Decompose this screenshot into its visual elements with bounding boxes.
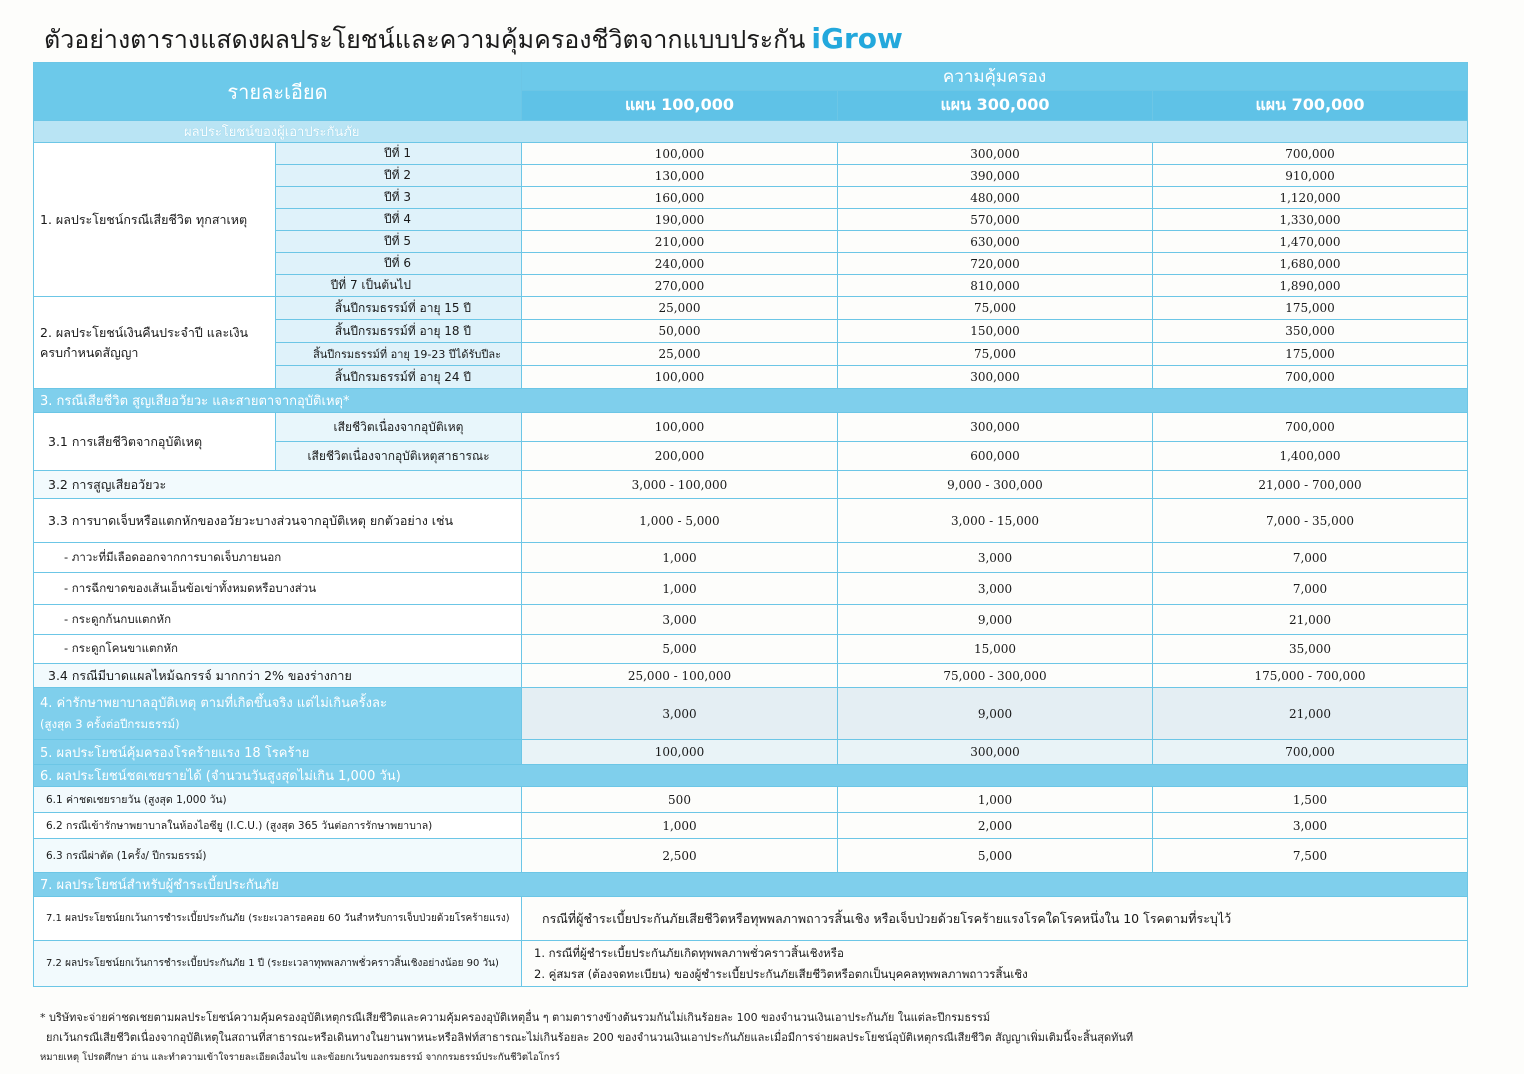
value-cell: 1,000 <box>522 573 838 605</box>
value-cell: 7,000 - 35,000 <box>1153 499 1468 543</box>
title-text: ตัวอย่างตารางแสดงผลประโยชน์และความคุ้มครองชีวิตจากแบบประกัน <box>44 25 806 54</box>
value-cell: 630,000 <box>838 231 1153 253</box>
death-year: ปีที่ 2 <box>276 165 522 187</box>
value-cell: 15,000 <box>838 635 1153 664</box>
value-cell: 300,000 <box>838 740 1153 765</box>
cashback-period: สิ้นปีกรมธรรม์ที่ อายุ 18 ปี <box>276 320 522 343</box>
death-year: ปีที่ 1 <box>276 143 522 165</box>
value-cell: 1,000 <box>838 787 1153 813</box>
value-cell: 1,680,000 <box>1153 253 1468 275</box>
income-item: 6.2 กรณีเข้ารักษาพยาบาลในห้องไอซียู (I.C.U.) (สูงสุด 365 วันต่อการรักษาพยาบาล) <box>34 813 522 839</box>
section-income: 6. ผลประโยชน์ชดเชยรายได้ (จำนวนวันสูงสุดไม่เกิน 1,000 วัน) <box>34 765 1468 787</box>
value-cell: 175,000 <box>1153 343 1468 366</box>
footnote-2: ยกเว้นกรณีเสียชีวิตเนื่องจากอุบัติเหตุในสถานที่สาธารณะหรือเดินทางในยานพาหนะหรือลิฟท์สาธารณะไม่เกินร้อยละ 200 ของจำนวนเงินเอาประกันภัยและเมื่อมีการจ่ายผลประโยชน์อุบัติเหตุกรณีเสียชีวิต สัญญาเพิ่มเติมนี้จะสิ้นสุดทันที <box>46 1031 1134 1044</box>
value-cell: 720,000 <box>838 253 1153 275</box>
payer-condition-1: 1. กรณีที่ผู้ชำระเบี้ยประกันภัยเกิดทุพพลภาพชั่วคราวสิ้นเชิงหรือ <box>534 945 844 960</box>
payer-waiver-label: 7.1 ผลประโยชน์ยกเว้นการชำระเบี้ยประกันภัย (ระยะเวลารอคอย 60 วันสำหรับการเจ็บป่วยด้วยโรคร้ายแรง) <box>34 897 522 941</box>
value-cell: 9,000 <box>838 605 1153 635</box>
footnote-3: หมายเหตุ โปรดศึกษา อ่าน และทำความเข้าใจรายละเอียดเงื่อนไข และข้อยกเว้นของกรมธรรม์ จากกรมธรรม์ประกันชีวิตไอโกรว์ <box>40 1052 560 1063</box>
value-cell: 160,000 <box>522 187 838 209</box>
accident-type: เสียชีวิตเนื่องจากอุบัติเหตุ <box>276 413 522 442</box>
value-cell: 3,000 <box>1153 813 1468 839</box>
accident-death-label: 3.1 การเสียชีวิตจากอุบัติเหตุ <box>34 413 276 471</box>
value-cell: 5,000 <box>522 635 838 664</box>
section-accident: 3. กรณีเสียชีวิต สูญเสียอวัยวะ และสายตาจากอุบัติเหตุ* <box>34 389 1468 413</box>
value-cell: 1,500 <box>1153 787 1468 813</box>
page-title <box>44 20 903 60</box>
death-benefit-label: 1. ผลประโยชน์กรณีเสียชีวิต ทุกสาเหตุ <box>34 143 276 297</box>
value-cell: 7,500 <box>1153 839 1468 873</box>
payer-condition-2: 2. คู่สมรส (ต้องจดทะเบียน) ของผู้ชำระเบี้ยประกันภัยเสียชีวิตหรือตกเป็นบุคคลทุพพลภาพถาวรสิ้นเชิง <box>534 966 1028 981</box>
value-cell: 190,000 <box>522 209 838 231</box>
cashback-period: สิ้นปีกรมธรรม์ที่ อายุ 19-23 ปีได้รับปีละ <box>276 343 522 366</box>
value-cell: 3,000 <box>838 543 1153 573</box>
value-cell: 100,000 <box>522 366 838 389</box>
value-cell: 21,000 <box>1153 605 1468 635</box>
value-cell: 3,000 - 15,000 <box>838 499 1153 543</box>
value-cell: 1,330,000 <box>1153 209 1468 231</box>
payer-waiver-1y-label: 7.2 ผลประโยชน์ยกเว้นการชำระเบี้ยประกันภัย 1 ปี (ระยะเวลาทุพพลภาพชั่วคราวสิ้นเชิงอย่างน้อย 90 วัน) <box>34 941 522 987</box>
header-plan-3: แผน 700,000 <box>1153 91 1468 121</box>
value-cell: 1,400,000 <box>1153 442 1468 471</box>
section-critical-illness: 5. ผลประโยชน์คุ้มครองโรคร้ายแรง 18 โรคร้าย <box>34 740 522 765</box>
injury-item: - กระดูกก้นกบแตกหัก <box>34 605 522 635</box>
header-plan-2: แผน 300,000 <box>838 91 1153 121</box>
value-cell: 700,000 <box>1153 740 1468 765</box>
value-cell: 21,000 - 700,000 <box>1153 471 1468 499</box>
medical-label: 4. ค่ารักษาพยาบาลอุบัติเหตุ ตามที่เกิดขึ้นจริง แต่ไม่เกินครั้งละ <box>40 695 387 711</box>
value-cell: 9,000 - 300,000 <box>838 471 1153 499</box>
value-cell: 480,000 <box>838 187 1153 209</box>
organ-loss-label: 3.2 การสูญเสียอวัยวะ <box>34 471 522 499</box>
value-cell: 300,000 <box>838 413 1153 442</box>
value-cell: 75,000 <box>838 297 1153 320</box>
cashback-period: สิ้นปีกรมธรรม์ที่ อายุ 15 ปี <box>276 297 522 320</box>
value-cell: 35,000 <box>1153 635 1468 664</box>
value-cell: 100,000 <box>522 740 838 765</box>
header-coverage: ความคุ้มครอง <box>522 63 1468 91</box>
value-cell: 700,000 <box>1153 143 1468 165</box>
value-cell: 700,000 <box>1153 413 1468 442</box>
value-cell: 175,000 <box>1153 297 1468 320</box>
accident-type: เสียชีวิตเนื่องจากอุบัติเหตุสาธารณะ <box>276 442 522 471</box>
income-item: 6.1 ค่าชดเชยรายวัน (สูงสุด 1,000 วัน) <box>34 787 522 813</box>
value-cell: 2,500 <box>522 839 838 873</box>
value-cell: 1,470,000 <box>1153 231 1468 253</box>
value-cell: 240,000 <box>522 253 838 275</box>
value-cell: 7,000 <box>1153 543 1468 573</box>
value-cell: 150,000 <box>838 320 1153 343</box>
value-cell: 130,000 <box>522 165 838 187</box>
medical-note: (สูงสุด 3 ครั้งต่อปีกรมธรรม์) <box>40 716 180 731</box>
value-cell: 2,000 <box>838 813 1153 839</box>
burn-label: 3.4 กรณีมีบาดแผลไหม้ฉกรรจ์ มากกว่า 2% ของร่างกาย <box>34 664 522 688</box>
brand-name: iGrow <box>811 22 903 55</box>
value-cell: 600,000 <box>838 442 1153 471</box>
injury-label: 3.3 การบาดเจ็บหรือแตกหักของอวัยวะบางส่วนจากอุบัติเหตุ ยกตัวอย่าง เช่น <box>34 499 522 543</box>
benefit-table <box>33 62 1468 987</box>
value-cell: 350,000 <box>1153 320 1468 343</box>
injury-item: - การฉีกขาดของเส้นเอ็นข้อเข่าทั้งหมดหรือบางส่วน <box>34 573 522 605</box>
payer-waiver-text: กรณีที่ผู้ชำระเบี้ยประกันภัยเสียชีวิตหรือทุพพลภาพถาวรสิ้นเชิง หรือเจ็บป่วยด้วยโรคร้ายแรงโรคใดโรคหนึ่งใน 10 โรคตามที่ระบุไว้ <box>522 897 1468 941</box>
value-cell: 25,000 - 100,000 <box>522 664 838 688</box>
value-cell: 25,000 <box>522 343 838 366</box>
cashback-label: 2. ผลประโยชน์เงินคืนประจำปี และเงินครบกำหนดสัญญา <box>34 297 276 389</box>
value-cell: 50,000 <box>522 320 838 343</box>
payer-waiver-1y-text <box>522 941 1468 987</box>
section-insured-benefits: ผลประโยชน์ของผู้เอาประกันภัย <box>34 121 1468 143</box>
value-cell: 270,000 <box>522 275 838 297</box>
value-cell: 810,000 <box>838 275 1153 297</box>
value-cell: 5,000 <box>838 839 1153 873</box>
death-year: ปีที่ 4 <box>276 209 522 231</box>
value-cell: 700,000 <box>1153 366 1468 389</box>
section-payer: 7. ผลประโยชน์สำหรับผู้ชำระเบี้ยประกันภัย <box>34 873 1468 897</box>
value-cell: 21,000 <box>1153 688 1468 740</box>
value-cell: 300,000 <box>838 143 1153 165</box>
death-year: ปีที่ 5 <box>276 231 522 253</box>
value-cell: 25,000 <box>522 297 838 320</box>
value-cell: 3,000 <box>522 605 838 635</box>
value-cell: 1,000 <box>522 543 838 573</box>
value-cell: 3,000 <box>522 688 838 740</box>
value-cell: 1,000 - 5,000 <box>522 499 838 543</box>
value-cell: 570,000 <box>838 209 1153 231</box>
value-cell: 175,000 - 700,000 <box>1153 664 1468 688</box>
value-cell: 75,000 - 300,000 <box>838 664 1153 688</box>
value-cell: 1,000 <box>522 813 838 839</box>
value-cell: 200,000 <box>522 442 838 471</box>
section-medical <box>34 688 522 740</box>
value-cell: 100,000 <box>522 143 838 165</box>
footnote-1: * บริษัทจะจ่ายค่าชดเชยตามผลประโยชน์ความคุ้มครองอุบัติเหตุกรณีเสียชีวิตและความคุ้มครองอุบัติเหตุอื่น ๆ ตามตารางข้างต้นรวมกันไม่เกินร้อยละ 100 ของจำนวนเงินเอาประกันภัย ในแต่ละปีกรมธรรม์ <box>40 1011 991 1024</box>
value-cell: 500 <box>522 787 838 813</box>
death-year: ปีที่ 6 <box>276 253 522 275</box>
death-year: ปีที่ 3 <box>276 187 522 209</box>
value-cell: 390,000 <box>838 165 1153 187</box>
injury-item: - ภาวะที่มีเลือดออกจากการบาดเจ็บภายนอก <box>34 543 522 573</box>
header-detail: รายละเอียด <box>34 63 522 121</box>
value-cell: 75,000 <box>838 343 1153 366</box>
cashback-period: สิ้นปีกรมธรรม์ที่ อายุ 24 ปี <box>276 366 522 389</box>
value-cell: 7,000 <box>1153 573 1468 605</box>
value-cell: 210,000 <box>522 231 838 253</box>
value-cell: 9,000 <box>838 688 1153 740</box>
income-item: 6.3 กรณีผ่าตัด (1ครั้ง/ ปีกรมธรรม์) <box>34 839 522 873</box>
value-cell: 100,000 <box>522 413 838 442</box>
value-cell: 1,120,000 <box>1153 187 1468 209</box>
value-cell: 300,000 <box>838 366 1153 389</box>
value-cell: 3,000 - 100,000 <box>522 471 838 499</box>
value-cell: 3,000 <box>838 573 1153 605</box>
value-cell: 1,890,000 <box>1153 275 1468 297</box>
death-year: ปีที่ 7 เป็นต้นไป <box>276 275 522 297</box>
value-cell: 910,000 <box>1153 165 1468 187</box>
header-plan-1: แผน 100,000 <box>522 91 838 121</box>
injury-item: - กระดูกโคนขาแตกหัก <box>34 635 522 664</box>
